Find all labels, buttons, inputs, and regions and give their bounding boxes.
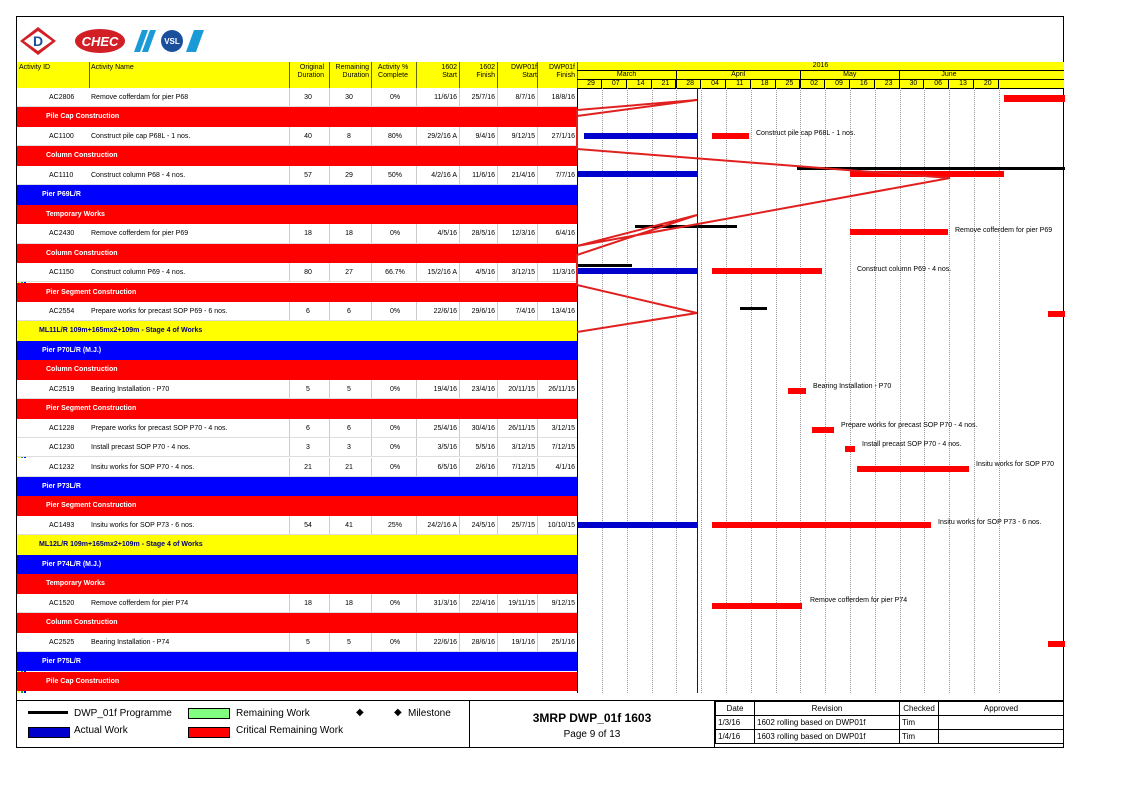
cell-rd: 18: [345, 599, 353, 607]
gantt-bar[interactable]: [712, 268, 822, 274]
day-tick-label: 30: [909, 80, 918, 87]
gantt-bar[interactable]: [712, 133, 749, 139]
gantt-bar[interactable]: [797, 167, 1065, 170]
cell-name: Pile Cap Construction: [46, 113, 120, 121]
wbs-band[interactable]: [17, 496, 577, 515]
gantt-bar[interactable]: [578, 268, 698, 274]
cell-f1: 4/5/16: [475, 269, 495, 277]
cell-name: Column Construction: [46, 619, 118, 627]
day-tick-label: 07: [611, 80, 620, 87]
wbs-band[interactable]: [17, 672, 577, 691]
wbs-band[interactable]: [17, 399, 577, 418]
day-tick-label: 11: [736, 80, 744, 87]
cell-f2: 13/4/16: [551, 307, 575, 315]
document-title: 3MRP DWP_01f 1603: [532, 711, 652, 725]
cell-od: 57: [304, 171, 312, 179]
revision-row: 1/4/16 1603 rolling based on DWP01f Tim: [716, 730, 1064, 744]
cell-s2: 8/7/16: [515, 94, 535, 101]
wbs-band[interactable]: [17, 321, 577, 340]
timeline-header: [577, 62, 1064, 88]
cell-pc: 50%: [387, 171, 402, 179]
cell-s2: 26/11/15: [508, 424, 535, 432]
cell-od: 21: [304, 463, 312, 471]
cell-s2: 3/12/15: [511, 269, 535, 277]
cell-s2: 25/7/15: [511, 521, 535, 529]
cell-name: Pier P73L/R: [42, 483, 81, 490]
cell-name: Column Construction: [46, 249, 118, 257]
svg-text:VSL: VSL: [164, 37, 180, 46]
day-tick-label: 20: [983, 80, 992, 87]
cell-id: AC1228: [49, 424, 75, 432]
wbs-band[interactable]: [17, 477, 577, 496]
col-dwp01f-start: DWP01f Start: [510, 64, 537, 79]
cell-f2: 9/12/15: [551, 599, 575, 607]
cell-f1: 23/4/16: [471, 385, 495, 393]
col-1602-finish: 1602 Finish: [476, 64, 495, 79]
day-tick-label: 13: [959, 80, 967, 87]
cell-s2: 9/12/15: [511, 132, 535, 140]
cell-name: Construct column P69 - 4 nos.: [91, 269, 186, 277]
month-label: June: [941, 71, 957, 78]
cell-name: Temporary Works: [46, 210, 105, 218]
cell-od: 18: [304, 599, 312, 607]
cell-pc: 25%: [387, 521, 402, 529]
table-row[interactable]: [17, 516, 577, 535]
cell-f2: 10/10/15: [547, 521, 575, 529]
cell-name: Pier P75L/R: [42, 658, 81, 666]
gantt-bar[interactable]: [584, 133, 698, 139]
gantt-bar-label: Insitu works for SOP P70: [976, 460, 1055, 468]
cell-name: Pile Cap Construction: [46, 677, 120, 685]
cell-s1: 15/2/16 A: [427, 269, 457, 277]
cell-rd: 5: [347, 638, 351, 646]
cell-od: 3: [306, 444, 310, 452]
table-row[interactable]: [17, 224, 577, 243]
wbs-band[interactable]: [17, 652, 577, 671]
cell-f1: 11/6/16: [472, 171, 495, 179]
cell-s1: 11/6/16: [434, 94, 457, 101]
gantt-bar-label: Insitu works for SOP P73 - 6 nos.: [938, 518, 1042, 526]
table-row[interactable]: [17, 633, 577, 652]
wbs-band[interactable]: [17, 360, 577, 379]
table-row[interactable]: [17, 302, 577, 321]
cell-s2: 7/12/15: [511, 463, 535, 471]
gantt-bar-label: Construct column P69 - 4 nos.: [857, 266, 952, 274]
cell-f2: 7/7/16: [555, 171, 575, 179]
cell-s2: 7/4/16: [515, 307, 535, 315]
cell-name: Insitu works for SOP P70 - 4 nos.: [91, 463, 195, 471]
cell-pc: 66.7%: [385, 269, 405, 277]
cell-f1: 2/6/16: [475, 463, 495, 471]
rev-header-revision: Revision: [755, 702, 900, 716]
day-tick-label: 28: [686, 80, 695, 87]
cell-od: 40: [304, 132, 312, 140]
cell-pc: 0%: [389, 230, 401, 238]
revision-row: 1/3/16 1602 rolling based on DWP01f Tim: [716, 716, 1064, 730]
gantt-bar[interactable]: [1048, 311, 1065, 317]
milestone-icon: ◆: [394, 707, 402, 718]
col-original-duration: Original Duration: [297, 64, 324, 79]
table-row[interactable]: [17, 127, 577, 146]
cell-name: Prepare works for precast SOP P70 - 4 nos.: [91, 424, 228, 432]
cell-od: 5: [306, 385, 310, 393]
cell-s1: 4/5/16: [437, 230, 457, 238]
wbs-band[interactable]: [17, 107, 577, 126]
cell-rd: 29: [345, 171, 353, 179]
cell-f1: 28/6/16: [471, 638, 495, 646]
table-row[interactable]: [17, 380, 577, 399]
cell-id: AC2525: [49, 638, 75, 646]
cell-id: AC1493: [49, 521, 75, 529]
cell-s1: 3/5/16: [437, 444, 457, 452]
page-number: Page 9 of 13: [563, 729, 621, 740]
cell-id: AC1230: [49, 444, 75, 452]
vsl-logo-icon: [134, 26, 204, 56]
col-activity-id: Activity ID: [19, 64, 51, 71]
cell-name: Pier P74L/R (M.J.): [42, 560, 102, 568]
gantt-bar[interactable]: [712, 603, 802, 609]
legend-remaining-swatch: [188, 708, 230, 719]
gantt-bar[interactable]: [578, 264, 632, 267]
cell-s2: 3/12/15: [511, 444, 535, 452]
day-tick-label: 09: [835, 80, 843, 87]
col-activity-name: Activity Name: [91, 64, 134, 71]
logo-strip: [16, 26, 216, 56]
wbs-band[interactable]: [17, 205, 577, 224]
gantt-bar-label: Prepare works for precast SOP P70 - 4 nos.: [841, 421, 978, 429]
table-row[interactable]: [17, 594, 577, 613]
cell-s2: 19/11/15: [508, 599, 535, 607]
cell-od: 18: [304, 230, 312, 238]
cell-od: 54: [304, 521, 312, 529]
cell-name: Bearing Installation - P70: [91, 385, 170, 393]
cell-name: Column Construction: [46, 152, 118, 160]
cell-name: Temporary Works: [46, 580, 105, 588]
cell-pc: 0%: [389, 424, 401, 432]
gantt-bar[interactable]: [850, 171, 1004, 177]
cell-s1: 25/4/16: [433, 424, 457, 432]
legend-programme-swatch: [28, 711, 68, 714]
wbs-band[interactable]: [17, 283, 577, 302]
table-row[interactable]: [17, 88, 577, 107]
legend-remaining-label: Remaining Work: [236, 708, 310, 719]
month-label: March: [616, 71, 637, 78]
legend-programme-label: DWP_01f Programme: [74, 708, 172, 719]
day-tick-label: 04: [711, 80, 719, 87]
cell-rd: 41: [345, 521, 353, 529]
col-1602-start: 1602 Start: [441, 64, 457, 79]
cell-f1: 9/4/16: [475, 132, 495, 140]
cell-f2: 4/1/16: [555, 463, 575, 471]
cell-f1: 22/4/16: [471, 599, 495, 607]
cell-name: Construct pile cap P68L - 1 nos.: [91, 132, 191, 140]
cell-pc: 0%: [389, 94, 401, 101]
cell-rd: 27: [345, 269, 353, 277]
gantt-bar[interactable]: [712, 522, 931, 528]
cell-f2: 18/8/16: [551, 94, 575, 101]
cell-pc: 0%: [389, 599, 401, 607]
cell-id: AC2519: [49, 385, 75, 393]
cell-s2: 19/1/16: [511, 638, 535, 646]
cell-od: 80: [304, 269, 312, 277]
cell-name: Remove cofferdem for pier P74: [91, 599, 189, 607]
gantt-bar-label: Install precast SOP P70 - 4 nos.: [862, 441, 962, 449]
legend: [16, 700, 469, 749]
cell-id: AC1100: [49, 132, 74, 140]
day-tick-label: 25: [785, 80, 794, 87]
wbs-band[interactable]: [17, 146, 577, 165]
cell-f2: 6/4/16: [555, 230, 575, 238]
cell-id: AC1150: [49, 269, 74, 277]
gantt-bar[interactable]: [578, 522, 698, 528]
cell-rd: 3: [347, 444, 351, 452]
cell-name: Remove cofferdem for pier P69: [91, 230, 189, 238]
svg-text:CHEC: CHEC: [81, 34, 119, 49]
cell-name: Pier P70L/R (M.J.): [42, 346, 102, 354]
cell-name: Pier Segment Construction: [46, 502, 137, 510]
cell-id: AC1110: [49, 171, 74, 179]
gantt-bar[interactable]: [1004, 95, 1065, 102]
cell-s1: 19/4/16: [433, 385, 457, 393]
cell-s1: 4/2/16 A: [431, 171, 457, 179]
cell-rd: 6: [347, 307, 351, 315]
cell-rd: 18: [345, 230, 353, 238]
rev-header-date: Date: [716, 702, 755, 716]
gantt-bar[interactable]: [740, 307, 767, 310]
cell-s1: 22/6/16: [433, 638, 457, 646]
cell-name: Bearing Installation - P74: [91, 638, 170, 646]
legend-actual-label: Actual Work: [74, 725, 128, 736]
cell-pc: 0%: [389, 463, 401, 471]
cell-f1: 29/6/16: [471, 307, 495, 315]
gantt-bar-label: Bearing Installation - P70: [813, 382, 892, 390]
cell-f1: 30/4/16: [471, 424, 495, 432]
cell-id: AC1232: [49, 463, 75, 471]
table-row[interactable]: [17, 263, 577, 282]
cell-s1: 29/2/16 A: [427, 132, 457, 140]
cell-f1: 28/5/16: [471, 230, 495, 238]
cell-f2: 7/12/15: [551, 444, 575, 452]
cell-f1: 24/5/16: [471, 521, 495, 529]
day-tick-label: 14: [636, 80, 645, 87]
cell-pc: 0%: [389, 307, 401, 315]
cell-name: Construct column P68 - 4 nos.: [91, 171, 186, 179]
cell-id: AC2806: [49, 94, 75, 101]
wbs-band[interactable]: [17, 535, 577, 554]
cell-f1: 25/7/16: [471, 94, 495, 101]
cell-s2: 21/4/16: [511, 171, 535, 179]
cell-name: Pier P69L/R: [42, 191, 81, 199]
gantt-bar[interactable]: [1048, 641, 1065, 647]
legend-actual-swatch: [28, 727, 70, 738]
table-row[interactable]: [17, 419, 577, 438]
title-block: [469, 700, 715, 748]
col-remaining-duration: Remaining Duration: [335, 64, 369, 79]
table-row[interactable]: [17, 438, 577, 457]
day-tick-label: 06: [934, 80, 943, 87]
activity-table: [17, 88, 577, 693]
cell-rd: 8: [347, 132, 351, 140]
month-label: April: [731, 71, 746, 78]
cell-s1: 24/2/16 A: [427, 521, 457, 529]
cell-f1: 5/5/16: [475, 444, 495, 452]
rev-header-checked: Checked: [900, 702, 939, 716]
cell-s1: 6/5/16: [437, 463, 457, 471]
cell-name: Remove cofferdam for pier P68: [91, 94, 189, 101]
cell-f2: 11/3/16: [552, 269, 575, 277]
day-tick-label: 21: [661, 80, 670, 87]
wbs-band[interactable]: [17, 613, 577, 632]
gantt-bar-label: Construct pile cap P68L - 1 nos.: [756, 129, 856, 137]
cell-rd: 21: [345, 463, 353, 471]
cell-id: AC2554: [49, 307, 75, 315]
cell-s2: 12/3/16: [511, 230, 535, 238]
cell-s2: 20/11/15: [508, 385, 535, 393]
wbs-band[interactable]: [17, 185, 577, 204]
cell-pc: 0%: [389, 638, 401, 646]
gantt-chart: [577, 88, 1065, 693]
gantt-bar[interactable]: [850, 229, 948, 235]
d-logo-icon: [18, 26, 58, 56]
cell-od: 30: [304, 94, 312, 101]
gantt-bar[interactable]: [635, 225, 737, 228]
cell-f2: 3/12/15: [551, 424, 575, 432]
cell-f2: 25/1/16: [551, 638, 575, 646]
legend-critical-label: Critical Remaining Work: [236, 725, 344, 736]
cell-rd: 30: [345, 94, 353, 101]
day-tick-label: 16: [859, 80, 868, 87]
day-tick-label: 02: [810, 80, 819, 87]
cell-id: AC1520: [49, 599, 75, 607]
cell-od: 6: [306, 424, 310, 432]
wbs-band[interactable]: [17, 244, 577, 263]
data-date-line: [697, 88, 698, 693]
cell-rd: 6: [347, 424, 351, 432]
cell-name: ML11L/R 109m+165mx2+109m - Stage 4 of Works: [39, 327, 203, 335]
rev-header-approved: Approved: [939, 702, 1064, 716]
gantt-bar[interactable]: [812, 427, 834, 433]
wbs-band[interactable]: [17, 341, 577, 360]
day-tick-label: 18: [760, 80, 769, 87]
cell-od: 6: [306, 307, 310, 315]
gantt-bar[interactable]: [857, 466, 969, 472]
cell-id: AC2430: [49, 230, 75, 238]
col-activity-complete: Activity % Complete: [377, 64, 409, 79]
month-label: May: [843, 71, 857, 78]
gantt-bar[interactable]: [578, 171, 698, 177]
milestone-icon: ◆: [356, 707, 364, 718]
cell-name: Pier Segment Construction: [46, 405, 137, 413]
col-dwp01f-finish: DWP01f Finish: [548, 64, 575, 79]
cell-s1: 22/6/16: [433, 307, 457, 315]
gantt-bar[interactable]: [845, 446, 855, 452]
gantt-bar-label: Remove cofferdem for pier P74: [810, 596, 908, 604]
table-row[interactable]: [17, 166, 577, 185]
year-label: 2016: [812, 62, 829, 69]
legend-milestone-label: Milestone: [408, 708, 451, 719]
cell-rd: 5: [347, 385, 351, 393]
wbs-band[interactable]: [17, 574, 577, 593]
cell-f2: 27/1/16: [551, 132, 575, 140]
cell-name: Insitu works for SOP P73 - 6 nos.: [91, 521, 195, 529]
wbs-band[interactable]: [17, 555, 577, 574]
cell-f2: 26/11/15: [548, 385, 575, 393]
cell-pc: 0%: [389, 444, 401, 452]
cell-name: Pier Segment Construction: [46, 288, 137, 296]
day-tick-label: 29: [587, 80, 595, 87]
legend-critical-swatch: [188, 727, 230, 738]
cell-pc: 80%: [387, 132, 402, 140]
day-tick-label: 23: [884, 80, 893, 87]
gantt-bar-label: Remove cofferdem for pier P69: [955, 227, 1053, 235]
svg-text:D: D: [32, 33, 44, 49]
revision-table: [715, 700, 1064, 749]
table-row[interactable]: [17, 458, 577, 477]
cell-name: Prepare works for precast SOP P69 - 6 nos.: [91, 307, 228, 315]
cell-od: 5: [306, 638, 310, 646]
cell-name: ML12L/R 109m+165mx2+109m - Stage 4 of Works: [39, 541, 203, 549]
cell-pc: 0%: [389, 385, 401, 393]
gantt-bar[interactable]: [788, 388, 806, 394]
cell-name: Install precast SOP P70 - 4 nos.: [91, 444, 191, 452]
cell-s1: 31/3/16: [433, 599, 457, 607]
chec-logo-icon: [74, 26, 126, 56]
cell-name: Column Construction: [46, 366, 118, 374]
